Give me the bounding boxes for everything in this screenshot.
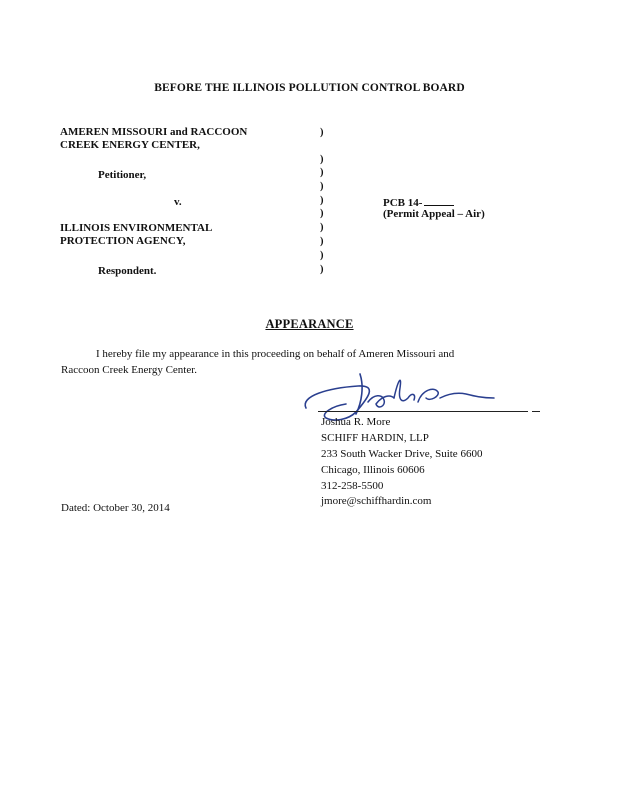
caption-paren: )	[320, 154, 324, 165]
respondent-name-line1: ILLINOIS ENVIRONMENTAL	[60, 222, 213, 234]
caption-paren: )	[320, 127, 324, 138]
caption-paren: )	[320, 264, 324, 275]
dated-line: Dated: October 30, 2014	[61, 502, 170, 514]
case-type: (Permit Appeal – Air)	[383, 208, 485, 220]
respondent-role: Respondent.	[98, 265, 157, 277]
petitioner-role: Petitioner,	[98, 169, 147, 181]
caption-paren: )	[320, 236, 324, 247]
petitioner-name-line1: AMEREN MISSOURI and RACCOON	[60, 126, 248, 138]
petitioner-name-line2: CREEK ENERGY CENTER,	[60, 139, 200, 151]
signature-line	[318, 411, 528, 412]
signature-line-end	[532, 411, 540, 412]
signatory-city: Chicago, Illinois 60606	[321, 464, 425, 476]
case-number: PCB 14-	[383, 197, 423, 209]
caption-paren: )	[320, 195, 324, 206]
caption-paren: )	[320, 181, 324, 192]
caption-paren: )	[320, 222, 324, 233]
caption-paren: )	[320, 167, 324, 178]
signatory-firm: SCHIFF HARDIN, LLP	[321, 432, 429, 444]
signatory-name: Joshua R. More	[321, 416, 391, 428]
case-number-blank	[424, 196, 454, 206]
body-text-line1: I hereby file my appearance in this proceeding on behalf of Ameren Missouri and	[96, 348, 455, 360]
signatory-email: jmore@schiffhardin.com	[321, 495, 432, 507]
versus-label: v.	[174, 196, 182, 208]
caption-paren: )	[320, 250, 324, 261]
signatory-phone: 312-258-5500	[321, 480, 384, 492]
caption-paren: )	[320, 208, 324, 219]
respondent-name-line2: PROTECTION AGENCY,	[60, 235, 186, 247]
body-text-line2: Raccoon Creek Energy Center.	[61, 364, 198, 376]
document-title: APPEARANCE	[265, 317, 354, 331]
signatory-address: 233 South Wacker Drive, Suite 6600	[321, 448, 483, 460]
court-title: BEFORE THE ILLINOIS POLLUTION CONTROL BOARD	[154, 82, 465, 94]
